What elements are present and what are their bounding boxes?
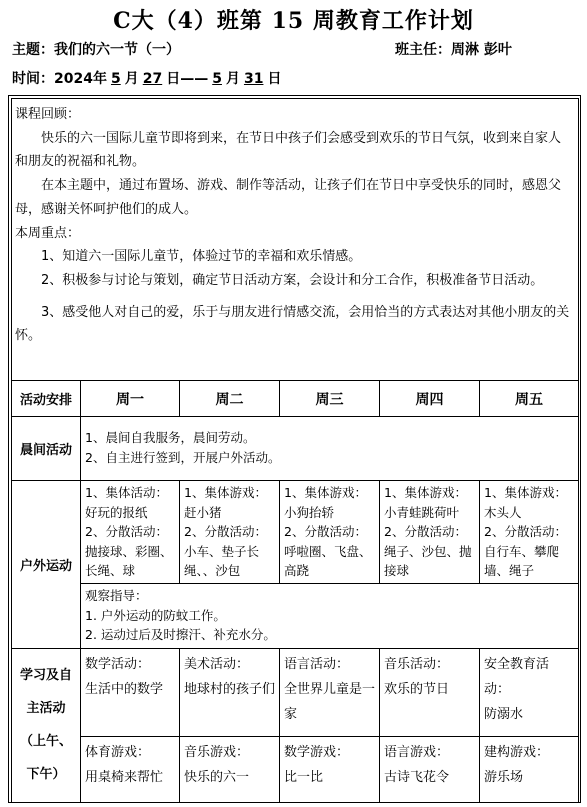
day-header-thu: 周四 (380, 381, 480, 417)
teacher-label: 班主任： (395, 42, 451, 58)
activity-type: 音乐活动： (384, 656, 450, 672)
course-review-cell (12, 99, 579, 381)
teacher-line (395, 39, 512, 59)
activity-name: 比一比 (284, 769, 324, 785)
end-day-char: 日 (267, 71, 282, 87)
activity-name: 防溺水 (484, 706, 524, 722)
learning-cell (480, 736, 579, 802)
outdoor-line: 小狗抬轿 (284, 504, 335, 520)
learning-cell (280, 736, 380, 802)
day-char: 日 (166, 71, 181, 87)
outdoor-line: 小青蛙跳荷叶 (384, 504, 460, 520)
range-sep: —— (180, 71, 209, 87)
activity-name: 地球村的孩子们 (184, 681, 276, 697)
outdoor-cell-tue (180, 481, 280, 584)
outdoor-line: 2、分散活动： (384, 524, 467, 539)
page-title: C大（4）班第 15 周教育工作计划 (113, 8, 474, 34)
learning-label-line: 学习及自 (19, 668, 72, 683)
activity-type: 音乐游戏： (184, 744, 250, 760)
learning-cell (280, 648, 380, 736)
observe-line: 2. 运动过后及时擦汗、补充水分。 (85, 627, 276, 643)
activity-type: 数学游戏： (284, 744, 350, 760)
outdoor-line: 1、集体游戏： (484, 485, 567, 500)
outdoor-line: 2、分散活动： (484, 524, 567, 539)
review-label: 课程回顾： (15, 107, 81, 122)
outdoor-label: 户外运动 (12, 481, 81, 649)
outdoor-cell-mon (81, 481, 180, 584)
focus-item: 2、积极参与讨论与策划，确定节日活动方案，会设计和分工合作，积极准备节日活动。 (41, 272, 544, 288)
activity-type: 语言活动： (284, 656, 350, 672)
learning-label-line: （上午、 (19, 734, 72, 749)
time-label: 时间： (12, 71, 54, 87)
activity-name: 古诗飞花令 (384, 769, 450, 785)
theme-label: 主题： (12, 42, 54, 58)
outdoor-cell-fri (480, 481, 579, 584)
outdoor-line: 2、分散活动： (184, 524, 267, 539)
focus-item: 1、知道六一国际儿童节，体验过节的幸福和欢乐情感。 (41, 249, 362, 265)
schedule-corner: 活动安排 (12, 381, 81, 417)
morning-line: 1、晨间自我服务，晨间劳动。 (85, 430, 256, 445)
focus-label: 本周重点： (15, 225, 81, 241)
observe-line: 1. 户外运动的防蚊工作。 (85, 607, 226, 623)
activity-type: 美术活动： (184, 656, 250, 672)
outdoor-line: 2、分散活动： (284, 524, 367, 539)
time-line (12, 68, 281, 88)
observe-label: 观察指导： (85, 588, 148, 604)
teacher-value: 周淋 彭叶 (451, 42, 512, 58)
outdoor-line: 1、集体游戏： (384, 485, 467, 500)
outdoor-line: 2、分散活动： (85, 524, 168, 539)
learning-cell (380, 736, 480, 802)
start-month: 5 (110, 71, 121, 87)
outdoor-line: 木头人 (484, 504, 522, 520)
end-month: 5 (212, 71, 222, 87)
theme-value: 我们的六一节（一） (54, 42, 180, 58)
day-header-tue: 周二 (180, 381, 280, 417)
learning-cell (380, 648, 480, 736)
activity-type: 体育游戏： (85, 744, 151, 760)
outdoor-line: 绳子、沙包、抛接球 (384, 543, 472, 578)
learning-cell (180, 648, 280, 736)
plan-table (11, 98, 579, 803)
outdoor-line: 好玩的报纸 (85, 504, 148, 520)
month-char: 月 (124, 71, 139, 87)
outdoor-line: 抛接球、彩圈、长绳、球 (85, 543, 173, 578)
day-header-wed: 周三 (280, 381, 380, 417)
activity-name: 游乐场 (484, 769, 524, 785)
year: 2024年 (54, 71, 107, 87)
day-header-mon: 周一 (81, 381, 180, 417)
start-day: 27 (142, 71, 163, 87)
activity-name: 快乐的六一 (184, 769, 250, 785)
review-para-2: 在本主题中，通过布置场、游戏、制作等活动，让孩子们在节日中享受快乐的同时，感恩父母，感谢关怀呵护他们的成人。 (15, 178, 562, 217)
outdoor-line: 小车、垫子长绳、、沙包 (184, 543, 260, 578)
morning-label: 晨间活动 (12, 417, 81, 481)
learning-cell (480, 648, 579, 736)
activity-name: 生活中的数学 (85, 681, 164, 697)
activity-type: 建构游戏： (484, 744, 550, 760)
activity-type: 安全教育活动： (484, 656, 550, 697)
outdoor-line: 1、集体游戏： (284, 485, 367, 500)
outdoor-line: 1、集体游戏： (184, 485, 267, 500)
learning-cell (81, 648, 180, 736)
review-para-1: 快乐的六一国际儿童节即将到来，在节日中孩子们会感受到欢乐的节日气氛，收到来自家人和朋友的祝福和礼物。 (15, 130, 562, 170)
outdoor-line: 1、集体活动： (85, 485, 168, 500)
activity-type: 数学活动： (85, 656, 151, 672)
outdoor-cell-thu (380, 481, 480, 584)
learning-label (12, 648, 81, 802)
morning-activities (81, 417, 579, 481)
activity-name: 欢乐的节日 (384, 681, 450, 697)
theme-line (12, 39, 180, 59)
learning-cell (81, 736, 180, 802)
activity-name: 全世界儿童是一家 (284, 681, 376, 722)
day-header-fri: 周五 (480, 381, 579, 417)
outdoor-cell-wed (280, 481, 380, 584)
activity-type: 语言游戏： (384, 744, 450, 760)
learning-label-line: 下午） (26, 767, 66, 782)
month-char-2: 月 (225, 71, 240, 87)
outdoor-line: 赶小猪 (184, 504, 222, 520)
outdoor-line: 呼啦圈、飞盘、高跷 (284, 543, 372, 578)
observe-guidance (81, 583, 579, 648)
learning-label-line: 主活动 (26, 701, 66, 716)
outdoor-line: 自行车、攀爬墙、绳子 (484, 543, 560, 578)
focus-item: 3、感受他人对自己的爱，乐于与朋友进行情感交流，会用恰当的方式表达对其他小朋友的关怀。 (15, 304, 570, 344)
activity-name: 用桌椅来帮忙 (85, 769, 164, 785)
learning-cell (180, 736, 280, 802)
end-day: 31 (243, 71, 264, 87)
morning-line: 2、自主进行签到，开展户外活动。 (85, 449, 281, 465)
